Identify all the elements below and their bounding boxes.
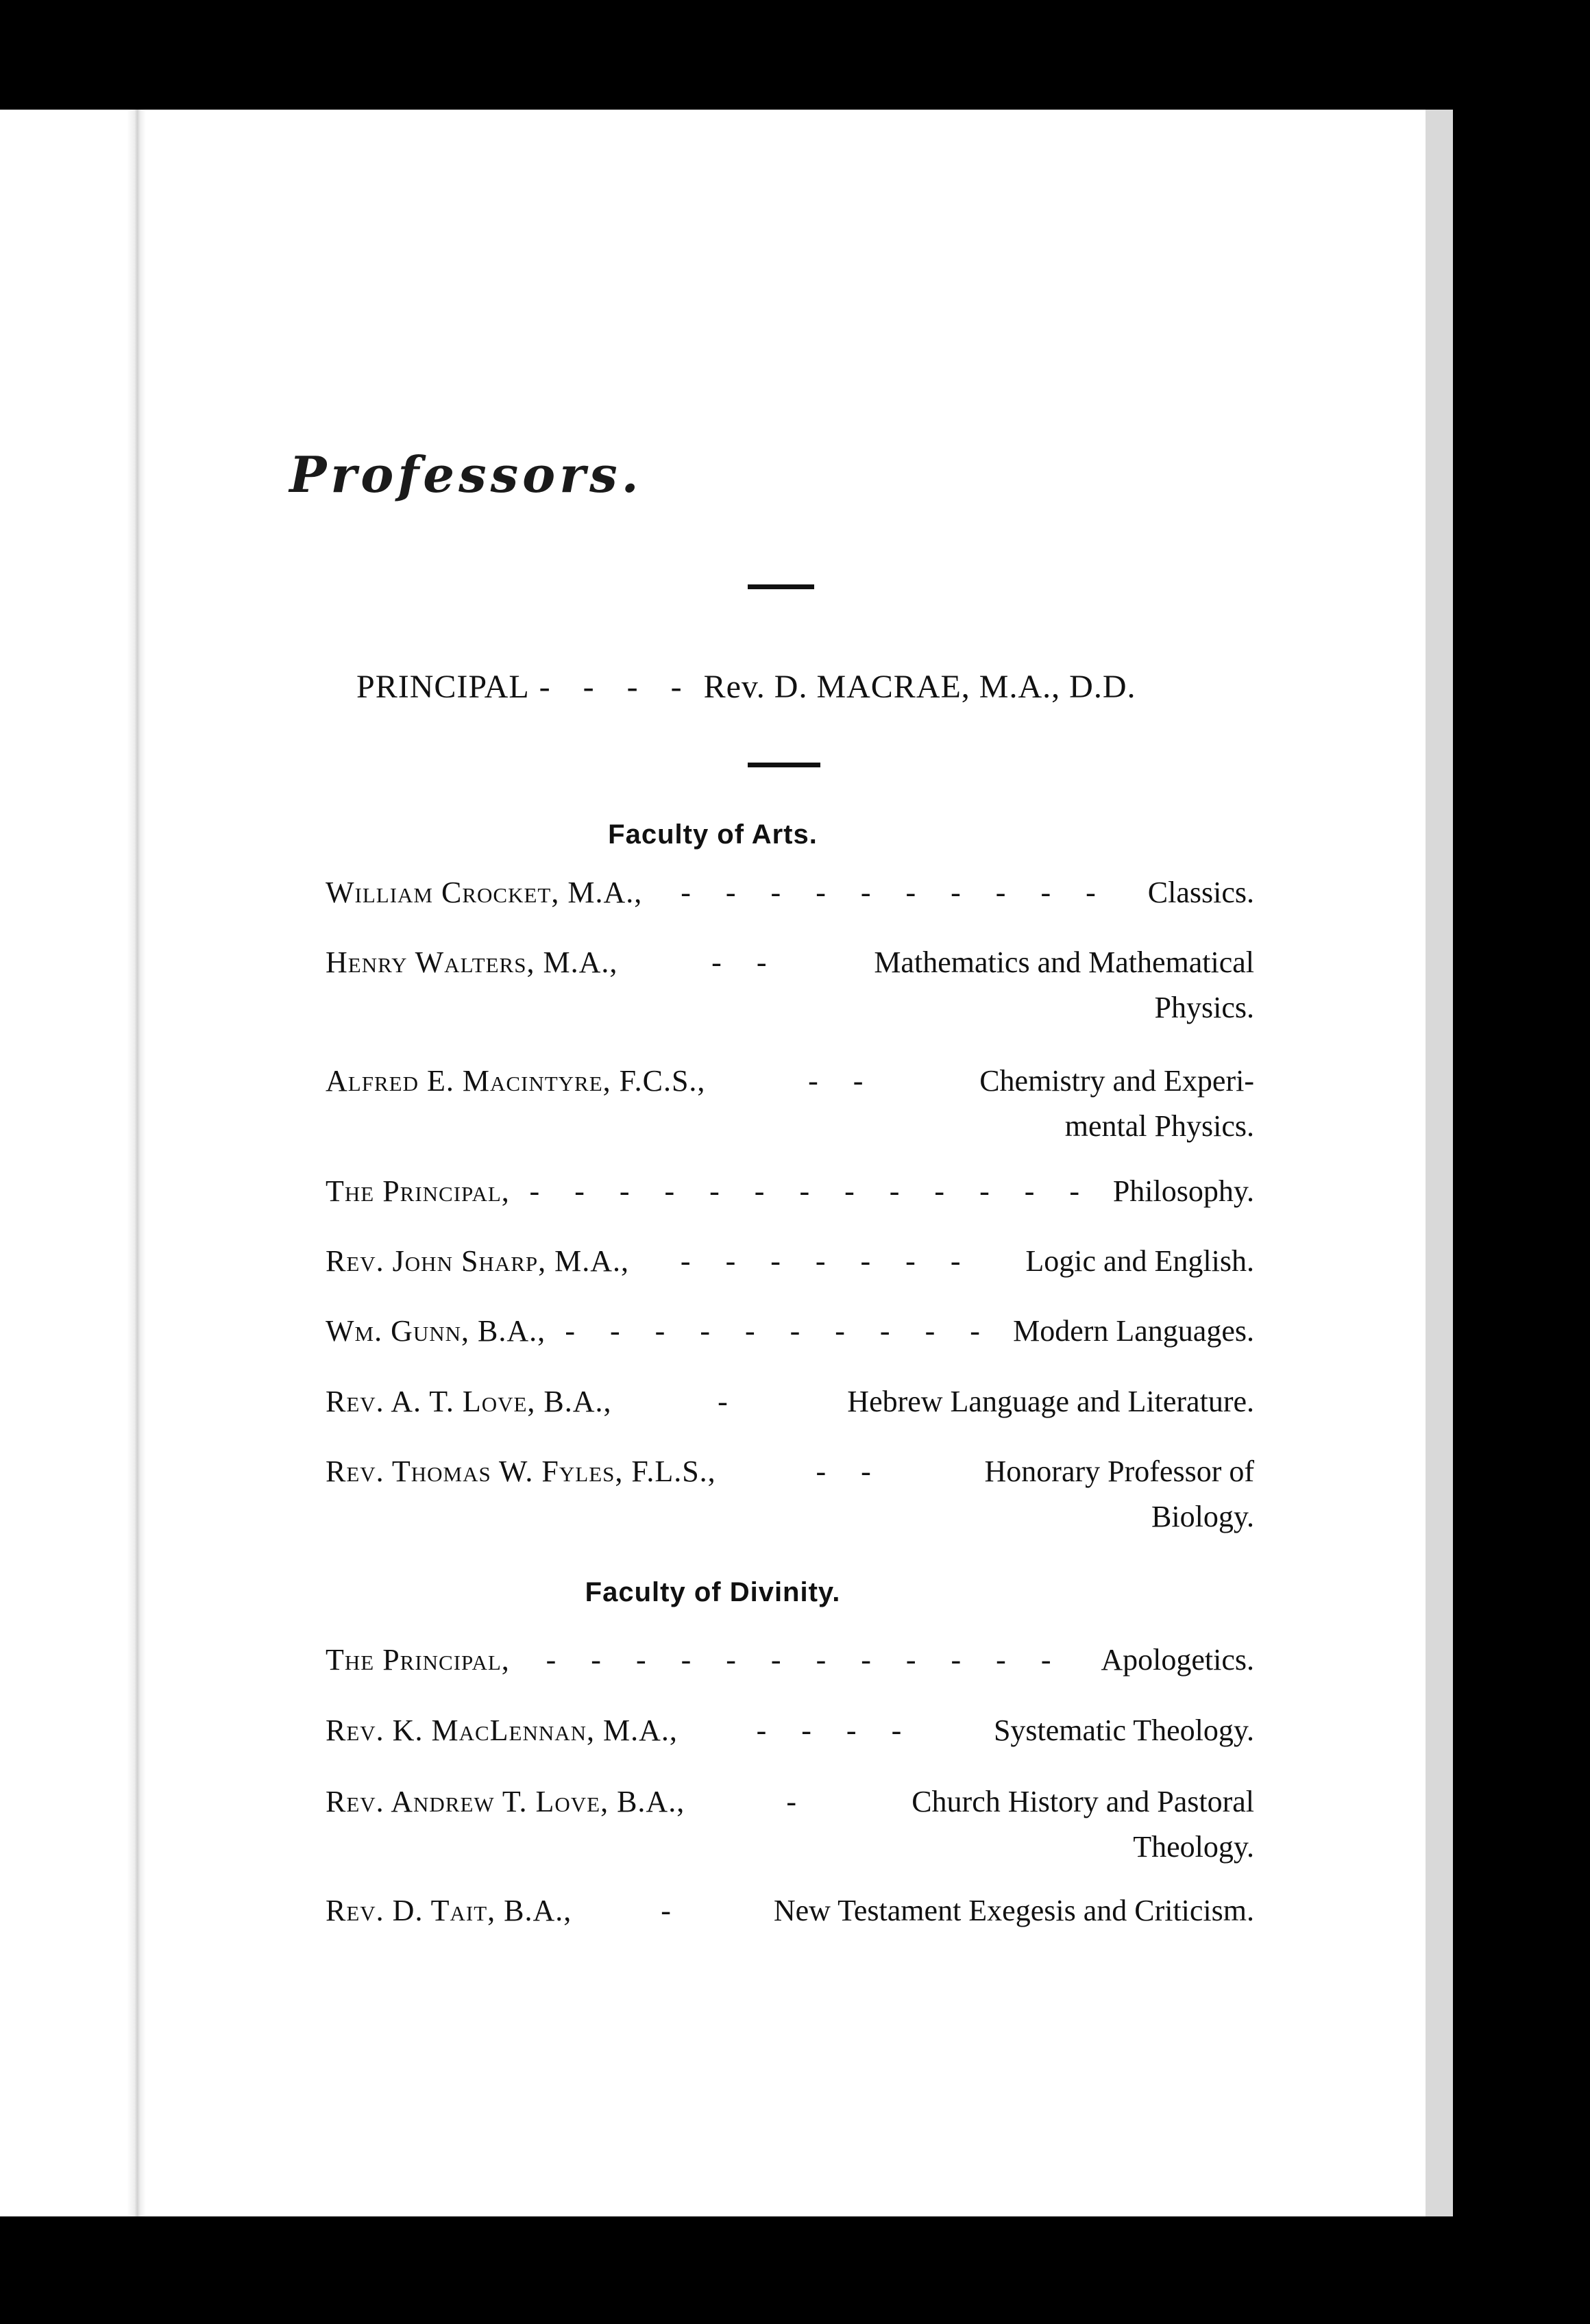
subject: Mathematics and Mathematical [874, 945, 1254, 979]
leader-dashes: - - - - - - - - - - - - [546, 1643, 1065, 1677]
leader-dashes: - - [816, 1455, 885, 1488]
arts-entry [326, 1169, 1254, 1214]
leader-dashes: - - - - - - - - - - [681, 876, 1110, 909]
leader-dashes: - - [711, 945, 781, 979]
subject: Honorary Professor of [984, 1455, 1254, 1488]
divinity-entry [326, 1708, 1254, 1753]
title-rule [748, 584, 814, 589]
leader-dashes: - - - - [756, 1714, 916, 1747]
leader-dashes: - [661, 1894, 685, 1927]
professor-name: Rev. Thomas W. Fyles, F.L.S., [326, 1455, 716, 1488]
arts-entry [326, 1379, 1254, 1424]
subject: Hebrew Language and Literature. [847, 1385, 1254, 1418]
professor-name: The Principal, [326, 1643, 510, 1677]
leader-dashes: - [718, 1385, 742, 1418]
professor-name: Rev. A. T. Love, B.A., [326, 1385, 612, 1418]
professor-name: Wm. Gunn, B.A., [326, 1314, 546, 1348]
professor-name: Rev. D. Tait, B.A., [326, 1894, 572, 1927]
professor-name: Henry Walters, M.A., [326, 945, 618, 979]
subject-continuation: Biology. [1151, 1500, 1254, 1533]
divinity-entry [326, 1888, 1254, 1933]
page-fold [127, 110, 146, 2216]
arts-entry [326, 1059, 1254, 1149]
professor-name: Rev. John Sharp, M.A., [326, 1244, 630, 1278]
principal-line [356, 668, 1247, 706]
divinity-entry [326, 1779, 1254, 1870]
page-edge [1426, 110, 1453, 2216]
professor-name: William Crocket, M.A., [326, 876, 643, 909]
subject: Classics. [1147, 876, 1254, 909]
faculty-divinity-heading: Faculty of Divinity. [585, 1577, 841, 1607]
subject-continuation: mental Physics. [1064, 1109, 1254, 1143]
arts-entry [326, 870, 1254, 915]
professor-name: Rev. K. MacLennan, M.A., [326, 1714, 678, 1747]
subject: Logic and English. [1025, 1244, 1254, 1278]
leader-dashes: - - - - - - - - - - [565, 1314, 994, 1348]
subject: Modern Languages. [1013, 1314, 1254, 1348]
leader-dashes: - - [808, 1064, 877, 1098]
subject-continuation: Physics. [1154, 991, 1254, 1024]
arts-entry [326, 1449, 1254, 1540]
subject: Apologetics. [1101, 1643, 1254, 1677]
document-page [0, 110, 1426, 2216]
divinity-entry [326, 1637, 1254, 1683]
scan-border-top [0, 0, 1590, 110]
subject-continuation: Theology. [1133, 1830, 1254, 1864]
principal-name: Rev. D. MACRAE, M.A., D.D. [703, 669, 1136, 705]
subject: Philosophy. [1112, 1174, 1254, 1208]
faculty-arts-heading: Faculty of Arts. [608, 819, 818, 850]
arts-entry [326, 1239, 1254, 1284]
subject: Chemistry and Experi- [979, 1064, 1254, 1098]
leader-dashes: - [786, 1785, 811, 1818]
subject: Systematic Theology. [993, 1714, 1254, 1747]
leader-dashes: - - - - - - - [680, 1244, 975, 1278]
professor-name: Rev. Andrew T. Love, B.A., [326, 1785, 685, 1818]
professor-name: The Principal, [326, 1174, 510, 1208]
scan-border-right [1453, 110, 1590, 2216]
principal-label: PRINCIPAL [356, 669, 530, 705]
page-title: Professors. [289, 445, 643, 504]
leader-dashes: - - - - - - - - - - - - - [529, 1174, 1094, 1208]
arts-entry [326, 940, 1254, 1030]
scan-border-bottom [0, 2216, 1590, 2324]
subject: Church History and Pastoral [912, 1785, 1254, 1818]
principal-rule [748, 763, 820, 767]
arts-entry [326, 1309, 1254, 1354]
subject: New Testament Exegesis and Criticism. [773, 1894, 1254, 1927]
professor-name: Alfred E. Macintyre, F.C.S., [326, 1064, 706, 1098]
principal-separator: - - - - [539, 669, 694, 705]
